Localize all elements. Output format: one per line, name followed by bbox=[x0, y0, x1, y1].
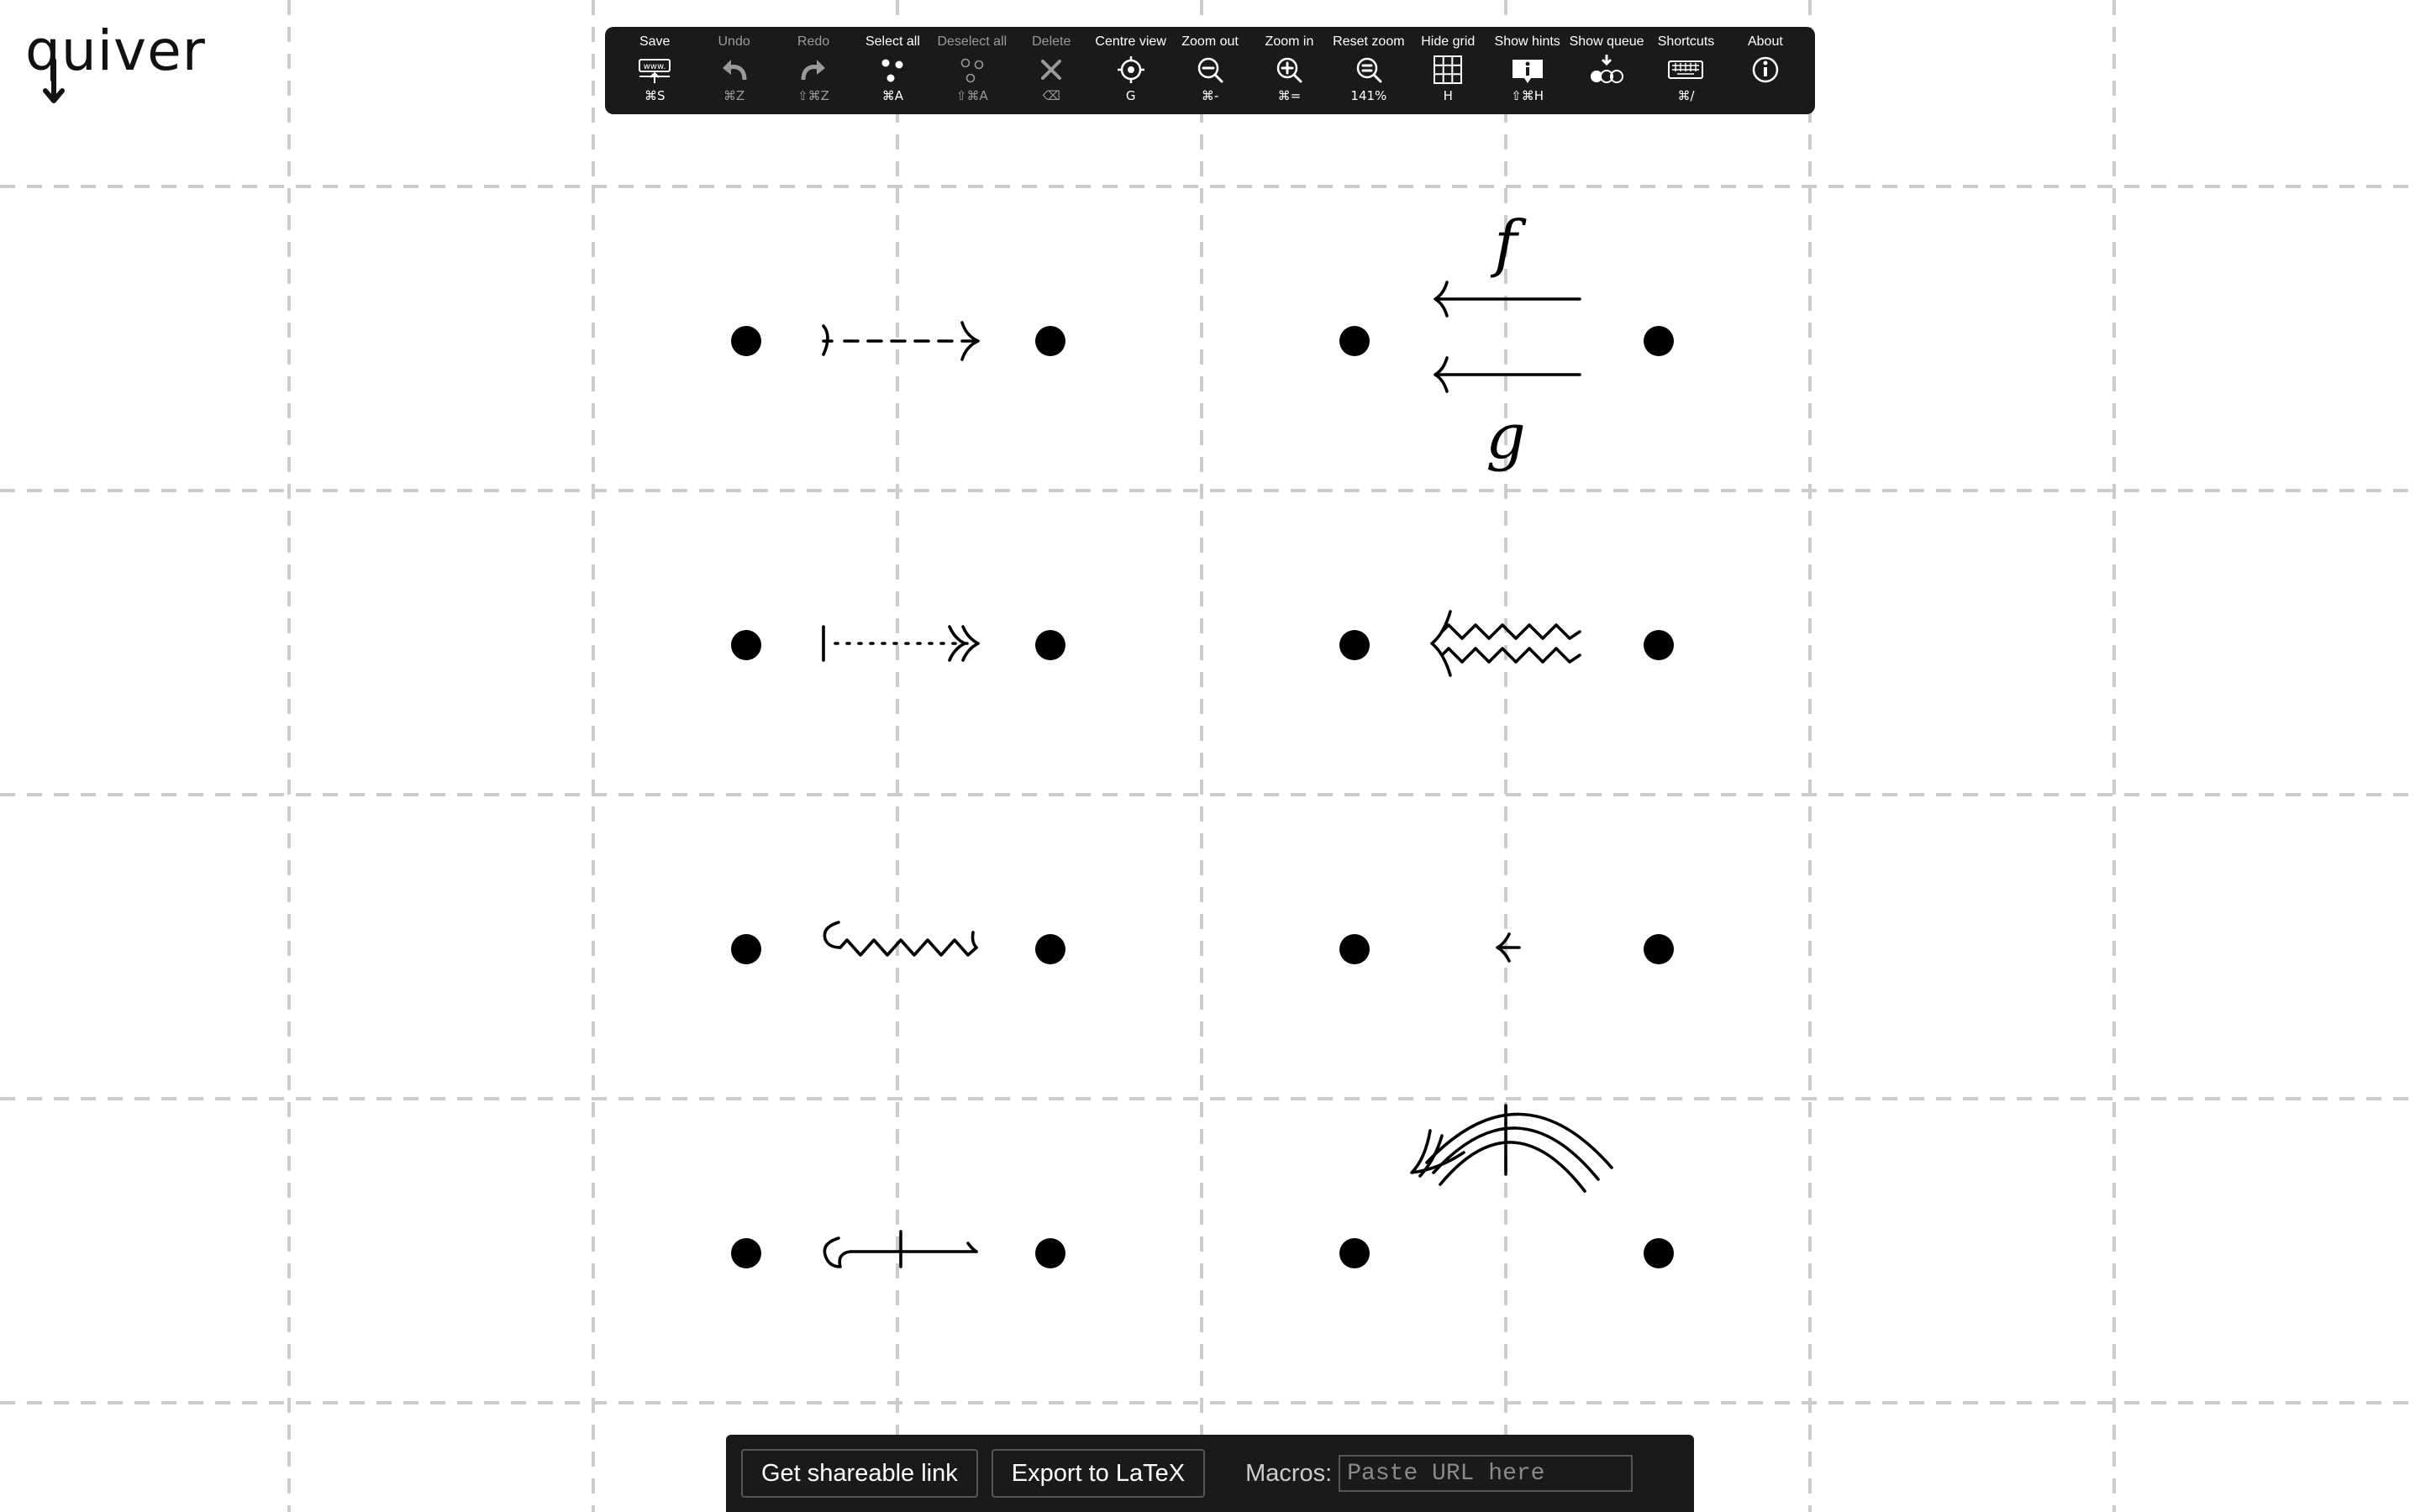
toolbar-delete-button[interactable] bbox=[1012, 27, 1091, 114]
toolbar-about-button[interactable] bbox=[1726, 27, 1805, 114]
toolbar-select-all-button[interactable] bbox=[853, 27, 932, 114]
toolbar-label: Zoom out bbox=[1181, 34, 1239, 49]
vertex bbox=[1644, 934, 1674, 964]
arrow-squiggle-lower bbox=[1442, 648, 1580, 662]
vertex bbox=[1644, 326, 1674, 356]
toolbar-shortcut: ⌘= bbox=[1277, 88, 1302, 103]
toolbar-label: Zoom in bbox=[1265, 34, 1314, 49]
deselect-all-icon bbox=[954, 53, 991, 87]
arrow-hook-tail bbox=[824, 922, 840, 948]
macros-url-input[interactable] bbox=[1339, 1455, 1633, 1492]
toolbar-label: Show queue bbox=[1569, 34, 1644, 49]
quiver-logo bbox=[25, 18, 206, 108]
reset-zoom-icon bbox=[1350, 53, 1387, 87]
hints-icon bbox=[1509, 53, 1546, 87]
keyboard-icon bbox=[1667, 53, 1704, 87]
toolbar-label: Delete bbox=[1032, 34, 1071, 49]
macros-label: Macros: bbox=[1245, 1459, 1333, 1487]
toolbar-shortcut: G bbox=[1125, 88, 1136, 103]
zoom-out-icon bbox=[1192, 53, 1228, 87]
vertex bbox=[731, 630, 761, 660]
curved-arrow-inner bbox=[1440, 1142, 1585, 1191]
toolbar-save-button[interactable] bbox=[615, 27, 694, 114]
toolbar-deselect-all-button[interactable] bbox=[933, 27, 1012, 114]
export-latex-button[interactable]: Export to LaTeX bbox=[992, 1449, 1205, 1498]
toolbar-label: Undo bbox=[718, 34, 750, 49]
zoom-in-icon bbox=[1270, 53, 1307, 87]
toolbar-shortcut: ⌘/ bbox=[1677, 88, 1695, 103]
toolbar-show-hints-button[interactable] bbox=[1487, 27, 1566, 114]
vertex bbox=[731, 326, 761, 356]
toolbar-undo-button[interactable] bbox=[694, 27, 773, 114]
vertex bbox=[1339, 326, 1370, 356]
toolbar-redo-button[interactable] bbox=[774, 27, 853, 114]
get-shareable-link-button[interactable]: Get shareable link bbox=[741, 1449, 978, 1498]
toolbar-label: Save bbox=[639, 34, 671, 49]
vertex bbox=[1339, 934, 1370, 964]
queue-icon bbox=[1588, 53, 1625, 87]
toolbar-shortcut: ⌘A bbox=[881, 88, 904, 103]
toolbar-zoom-in-button[interactable] bbox=[1249, 27, 1328, 114]
toolbar-show-queue-button[interactable] bbox=[1567, 27, 1646, 114]
vertex bbox=[1644, 1238, 1674, 1268]
toolbar-shortcut: ⇧⌘A bbox=[955, 88, 988, 103]
save-url-icon bbox=[636, 53, 673, 87]
toolbar-label: About bbox=[1747, 34, 1783, 49]
toolbar-label: Reset zoom bbox=[1333, 34, 1405, 49]
toolbar-shortcut: H bbox=[1443, 88, 1453, 103]
toolbar-shortcut: 141% bbox=[1350, 88, 1387, 103]
undo-icon bbox=[716, 53, 753, 87]
toolbar-zoom-out-button[interactable] bbox=[1171, 27, 1249, 114]
toolbar-hide-grid-button[interactable] bbox=[1408, 27, 1487, 114]
svg-text:www.: www. bbox=[643, 62, 666, 71]
logo-arrow-icon bbox=[25, 24, 202, 108]
select-all-icon bbox=[874, 53, 911, 87]
toolbar-shortcut: ⇧⌘Z bbox=[797, 88, 829, 103]
toolbar-shortcut: ⌘- bbox=[1201, 88, 1219, 103]
logo-text: quiver bbox=[25, 18, 206, 83]
toolbar-shortcut: ⌘Z bbox=[723, 88, 745, 103]
vertex bbox=[1035, 934, 1065, 964]
toolbar-shortcut: ⌘S bbox=[644, 88, 666, 103]
toolbar-label: Select all bbox=[865, 34, 920, 49]
arrow-label-f[interactable]: f bbox=[1494, 207, 1518, 280]
info-icon bbox=[1747, 53, 1784, 87]
arrow-squiggle bbox=[840, 940, 976, 955]
toolbar-shortcut: ⇧⌘H bbox=[1511, 88, 1544, 103]
bottom-panel bbox=[726, 1435, 1694, 1512]
centre-view-icon bbox=[1113, 53, 1150, 87]
arrow-harpoon-head bbox=[973, 932, 977, 948]
toolbar-label: Shortcuts bbox=[1657, 34, 1715, 49]
vertex bbox=[731, 934, 761, 964]
vertex bbox=[1339, 630, 1370, 660]
toolbar-shortcuts-button[interactable] bbox=[1646, 27, 1725, 114]
toolbar-label: Redo bbox=[797, 34, 830, 49]
toolbar-label: Deselect all bbox=[937, 34, 1007, 49]
arrow-label-g[interactable]: g bbox=[1486, 401, 1526, 473]
toolbar-reset-zoom-button[interactable] bbox=[1329, 27, 1408, 114]
vertex bbox=[1035, 1238, 1065, 1268]
vertex bbox=[1035, 326, 1065, 356]
toolbar-label: Show hints bbox=[1494, 34, 1560, 49]
arrow-tail bbox=[823, 326, 832, 354]
toolbar bbox=[605, 27, 1815, 114]
arrow-double-head bbox=[1432, 612, 1450, 675]
vertex bbox=[731, 1238, 761, 1268]
toolbar-centre-view-button[interactable] bbox=[1091, 27, 1170, 114]
arrow-squiggle-upper bbox=[1442, 625, 1580, 638]
vertex bbox=[1035, 630, 1065, 660]
grid-icon bbox=[1429, 53, 1466, 87]
vertex bbox=[1339, 1238, 1370, 1268]
redo-icon bbox=[795, 53, 832, 87]
delete-icon bbox=[1033, 53, 1070, 87]
vertex bbox=[1644, 630, 1674, 660]
toolbar-shortcut: ⌫ bbox=[1042, 88, 1060, 103]
toolbar-label: Centre view bbox=[1095, 34, 1166, 49]
toolbar-label: Hide grid bbox=[1421, 34, 1476, 49]
